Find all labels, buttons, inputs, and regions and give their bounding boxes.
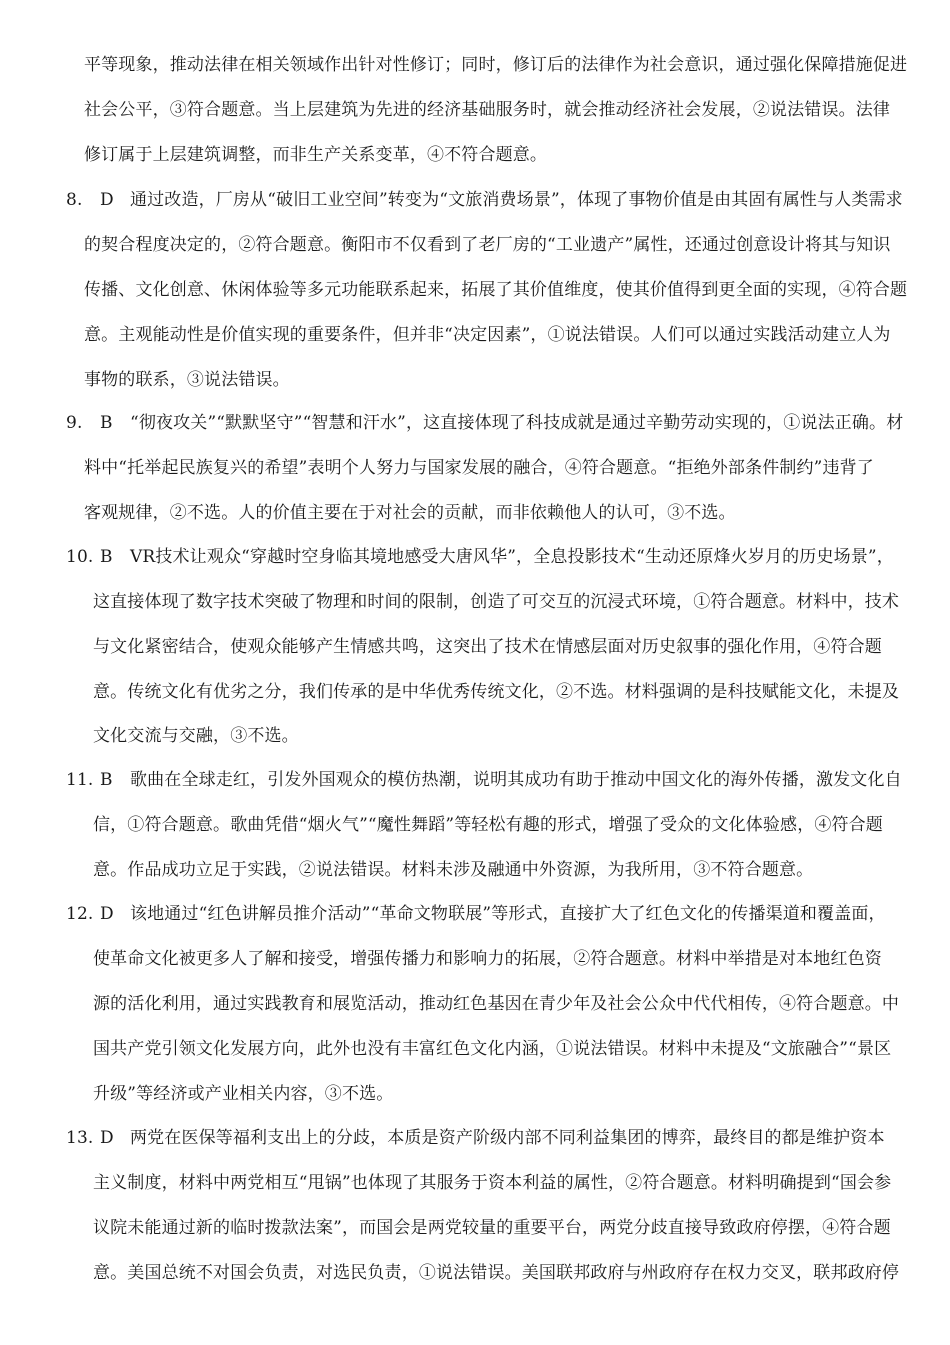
item-number: 8.: [66, 190, 83, 210]
item-text: 与文化紧密结合，使观众能够产生情感共鸣，这突出了技术在情感层面对历史叙事的强化作用，④符合题: [93, 637, 882, 657]
item-answer: B: [100, 413, 113, 433]
item-text: 事物的联系，③说法错误。: [84, 370, 290, 390]
item-13-first-line: [66, 1127, 885, 1149]
item-12-first-line: [66, 903, 886, 925]
item-text: 源的活化利用，通过实践教育和展览活动，推动红色基因在青少年及社会公众中代代相传，④符合题意。中: [93, 994, 900, 1014]
item-text: 料中“托举起民族复兴的希望”表明个人努力与国家发展的融合，④符合题意。“拒绝外部条件制约”违背了: [84, 458, 874, 478]
item-answer: D: [100, 190, 114, 210]
item-text: 意。传统文化有优劣之分，我们传承的是中华优秀传统文化，②不选。材料强调的是科技赋能文化，未提及: [93, 682, 900, 702]
item-text: 的契合程度决定的，②符合题意。衡阳市不仅看到了老厂房的“工业遗产”属性，还通过创意设计将其与知识: [84, 235, 891, 255]
item-text: VR技术让观众“穿越时空身临其境地感受大唐风华”，全息投影技术“生动还原烽火岁月的历史场景”，: [130, 547, 894, 567]
item-answer: D: [100, 1128, 114, 1148]
item-text: 意。作品成功立足于实践，②说法错误。材料未涉及融通中外资源，为我所用，③不符合题意。: [93, 860, 814, 880]
intro-line: 平等现象，推动法律在相关领域作出针对性修订；同时，修订后的法律作为社会意识，通过强化保障措施促进: [84, 55, 908, 75]
intro-line: 社会公平，③符合题意。当上层建筑为先进的经济基础服务时，就会推动经济社会发展，②说法错误。法律: [84, 100, 891, 120]
item-answer: B: [100, 547, 113, 567]
item-text: 升级”等经济或产业相关内容，③不选。: [93, 1084, 394, 1104]
item-text: 主义制度，材料中两党相互“甩锅”也体现了其服务于资本利益的属性，②符合题意。材料明确提到“国会参: [93, 1173, 892, 1193]
item-text: 歌曲在全球走红，引发外国观众的模仿热潮，说明其成功有助于推动中国文化的海外传播，激发文化自: [130, 770, 902, 790]
item-9-first-line: [66, 412, 903, 434]
item-text: 国共产党引领文化发展方向，此外也没有丰富红色文化内涵，①说法错误。材料中未提及“文旅融合”“景区: [93, 1039, 892, 1059]
item-text: 议院未能通过新的临时拨款法案”，而国会是两党较量的重要平台，两党分歧直接导致政府停摆，④符合题: [93, 1218, 891, 1238]
item-8-first-line: [66, 189, 903, 211]
item-answer: D: [100, 904, 114, 924]
item-text: 意。美国总统不对国会负责，对选民负责，①说法错误。美国联邦政府与州政府存在权力交叉，联邦政府停: [93, 1263, 900, 1283]
item-text: 文化交流与交融，③不选。: [93, 726, 299, 746]
item-text: 使革命文化被更多人了解和接受，增强传播力和影响力的拓展，②符合题意。材料中举措是对本地红色资: [93, 949, 882, 969]
item-number: 11.: [66, 770, 94, 790]
item-text: 信，①符合题意。歌曲凭借“烟火气”“魔性舞蹈”等轻松有趣的形式，增强了受众的文化体验感，④符合题: [93, 815, 883, 835]
item-text: 客观规律，②不选。人的价值主要在于对社会的贡献，而非依赖他人的认可，③不选。: [84, 503, 736, 523]
item-text: 意。主观能动性是价值实现的重要条件，但并非“决定因素”，①说法错误。人们可以通过实践活动建立人为: [84, 325, 891, 345]
item-number: 9.: [66, 413, 83, 433]
item-text: 通过改造，厂房从“破旧工业空间”转变为“文旅消费场景”，体现了事物价值是由其固有属性与人类需求: [130, 190, 903, 210]
item-text: 传播、文化创意、休闲体验等多元功能联系起来，拓展了其价值维度，使其价值得到更全面的实现，④符合题: [84, 280, 908, 300]
item-11-first-line: [66, 769, 902, 791]
item-text: 两党在医保等福利支出上的分歧，本质是资产阶级内部不同利益集团的博弈，最终目的都是维护资本: [130, 1128, 885, 1148]
intro-line: 修订属于上层建筑调整，而非生产关系变革，④不符合题意。: [84, 145, 548, 165]
item-text: “彻夜攻关”“默默坚守”“智慧和汗水”，这直接体现了科技成就是通过辛勤劳动实现的，①说法正确。材: [130, 413, 904, 433]
item-10-first-line: [66, 546, 894, 568]
item-text: 这直接体现了数字技术突破了物理和时间的限制，创造了可交互的沉浸式环境，①符合题意。材料中，技术: [93, 592, 900, 612]
item-number: 10.: [66, 547, 94, 567]
item-number: 12.: [66, 904, 94, 924]
item-number: 13.: [66, 1128, 94, 1148]
item-answer: B: [100, 770, 113, 790]
item-text: 该地通过“红色讲解员推介活动”“革命文物联展”等形式，直接扩大了红色文化的传播渠道和覆盖面，: [130, 904, 886, 924]
